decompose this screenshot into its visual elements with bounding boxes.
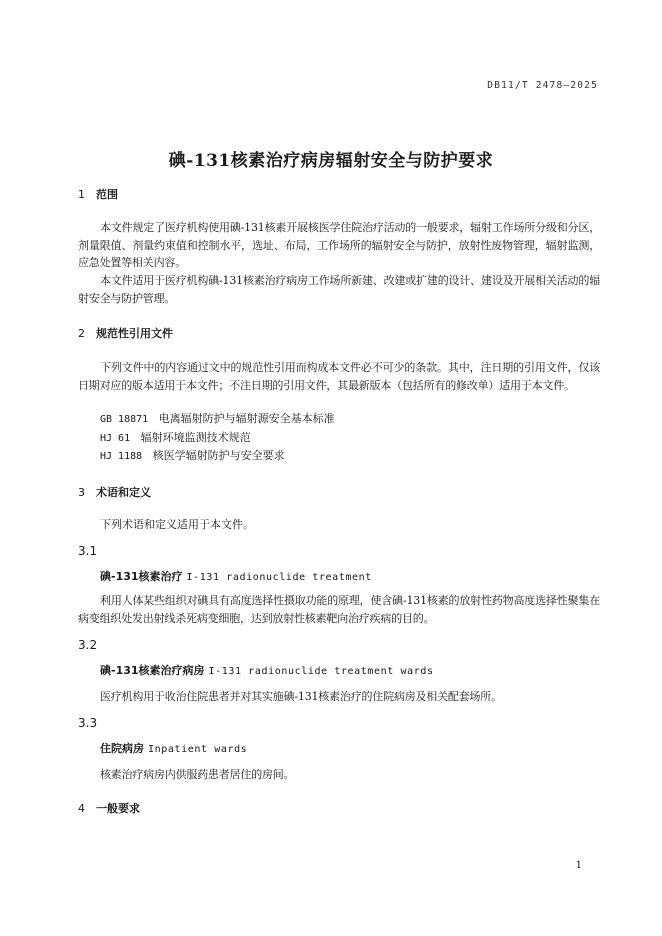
section-title: 规范性引用文件 <box>96 327 173 340</box>
reference-code: HJ 1188 <box>100 451 143 462</box>
page-number: 1 <box>575 860 582 871</box>
term-definition: 核素治疗病房内供服药患者居住的房间。 <box>100 768 295 781</box>
term-chinese: 碘-131核素治疗 <box>100 570 183 583</box>
section-4-heading <box>78 800 140 816</box>
section-3-heading <box>78 484 151 500</box>
reference-name: 电离辐射防护与辐射源安全基本标准 <box>158 412 335 425</box>
term-heading <box>100 740 247 756</box>
term-number: 3.1 <box>78 544 98 558</box>
section-1-paragraph-2: 本文件适用于医疗机构碘-131核素治疗病房工作场所新建、改建或扩建的设计、建设及开展相关活动的辐射安全与防护管理。 <box>78 274 600 305</box>
section-title: 一般要求 <box>96 802 140 815</box>
section-number: 1 <box>78 188 85 201</box>
reference-name: 辐射环境监测技术规范 <box>140 431 251 444</box>
term-definition: 利用人体某些组织对碘具有高度选择性摄取功能的原理，使含碘-131核素的放射性药物高度选择性聚集在病变组织处发出射线杀死病变细胞，达到放射性核素靶向治疗疾病的目的。 <box>78 594 600 625</box>
reference-name: 核医学辐射防护与安全要求 <box>152 449 285 462</box>
reference-item <box>100 429 251 445</box>
section-number: 2 <box>78 327 85 340</box>
section-title: 术语和定义 <box>96 486 151 499</box>
term-heading <box>100 662 434 678</box>
term-chinese: 住院病房 <box>100 742 144 755</box>
section-title: 范围 <box>96 188 118 201</box>
reference-item <box>100 447 285 463</box>
document-id: DB11/T 2478—2025 <box>487 80 598 91</box>
term-number: 3.2 <box>78 638 98 652</box>
section-3-intro: 下列术语和定义适用于本文件。 <box>100 518 254 531</box>
document-title: 碘-131核素治疗病房辐射安全与防护要求 <box>168 151 494 171</box>
term-number: 3.3 <box>78 716 98 730</box>
section-number: 4 <box>78 802 85 815</box>
reference-item <box>100 410 335 426</box>
term-definition: 医疗机构用于收治住院患者并对其实施碘-131核素治疗的住院病房及相关配套场所。 <box>100 690 502 703</box>
term-english: I-131 radionuclide treatment wards <box>208 666 434 677</box>
term-chinese: 碘-131核素治疗病房 <box>100 664 205 677</box>
section-2-paragraph-1: 下列文件中的内容通过文中的规范性引用而构成本文件必不可少的条款。其中，注日期的引用文件，仅该日期对应的版本适用于本文件；不注日期的引用文件，其最新版本（包括所有的修改单）适用于本文件。 <box>78 361 600 392</box>
term-english: Inpatient wards <box>148 744 248 755</box>
section-2-heading <box>78 325 173 341</box>
section-1-heading <box>78 186 118 202</box>
section-number: 3 <box>78 486 85 499</box>
reference-code: HJ 61 <box>100 433 131 444</box>
section-1-paragraph-1: 本文件规定了医疗机构使用碘-131核素开展核医学住院治疗活动的一般要求，辐射工作场所分级和分区，剂量限值、剂量约束值和控制水平，选址、布局，工作场所的辐射安全与防护，放射性废物管理，辐射监测，应急处置等相关内容。 <box>78 221 600 269</box>
term-heading <box>100 568 372 584</box>
reference-code: GB 18871 <box>100 414 149 425</box>
term-english: I-131 radionuclide treatment <box>186 572 372 583</box>
